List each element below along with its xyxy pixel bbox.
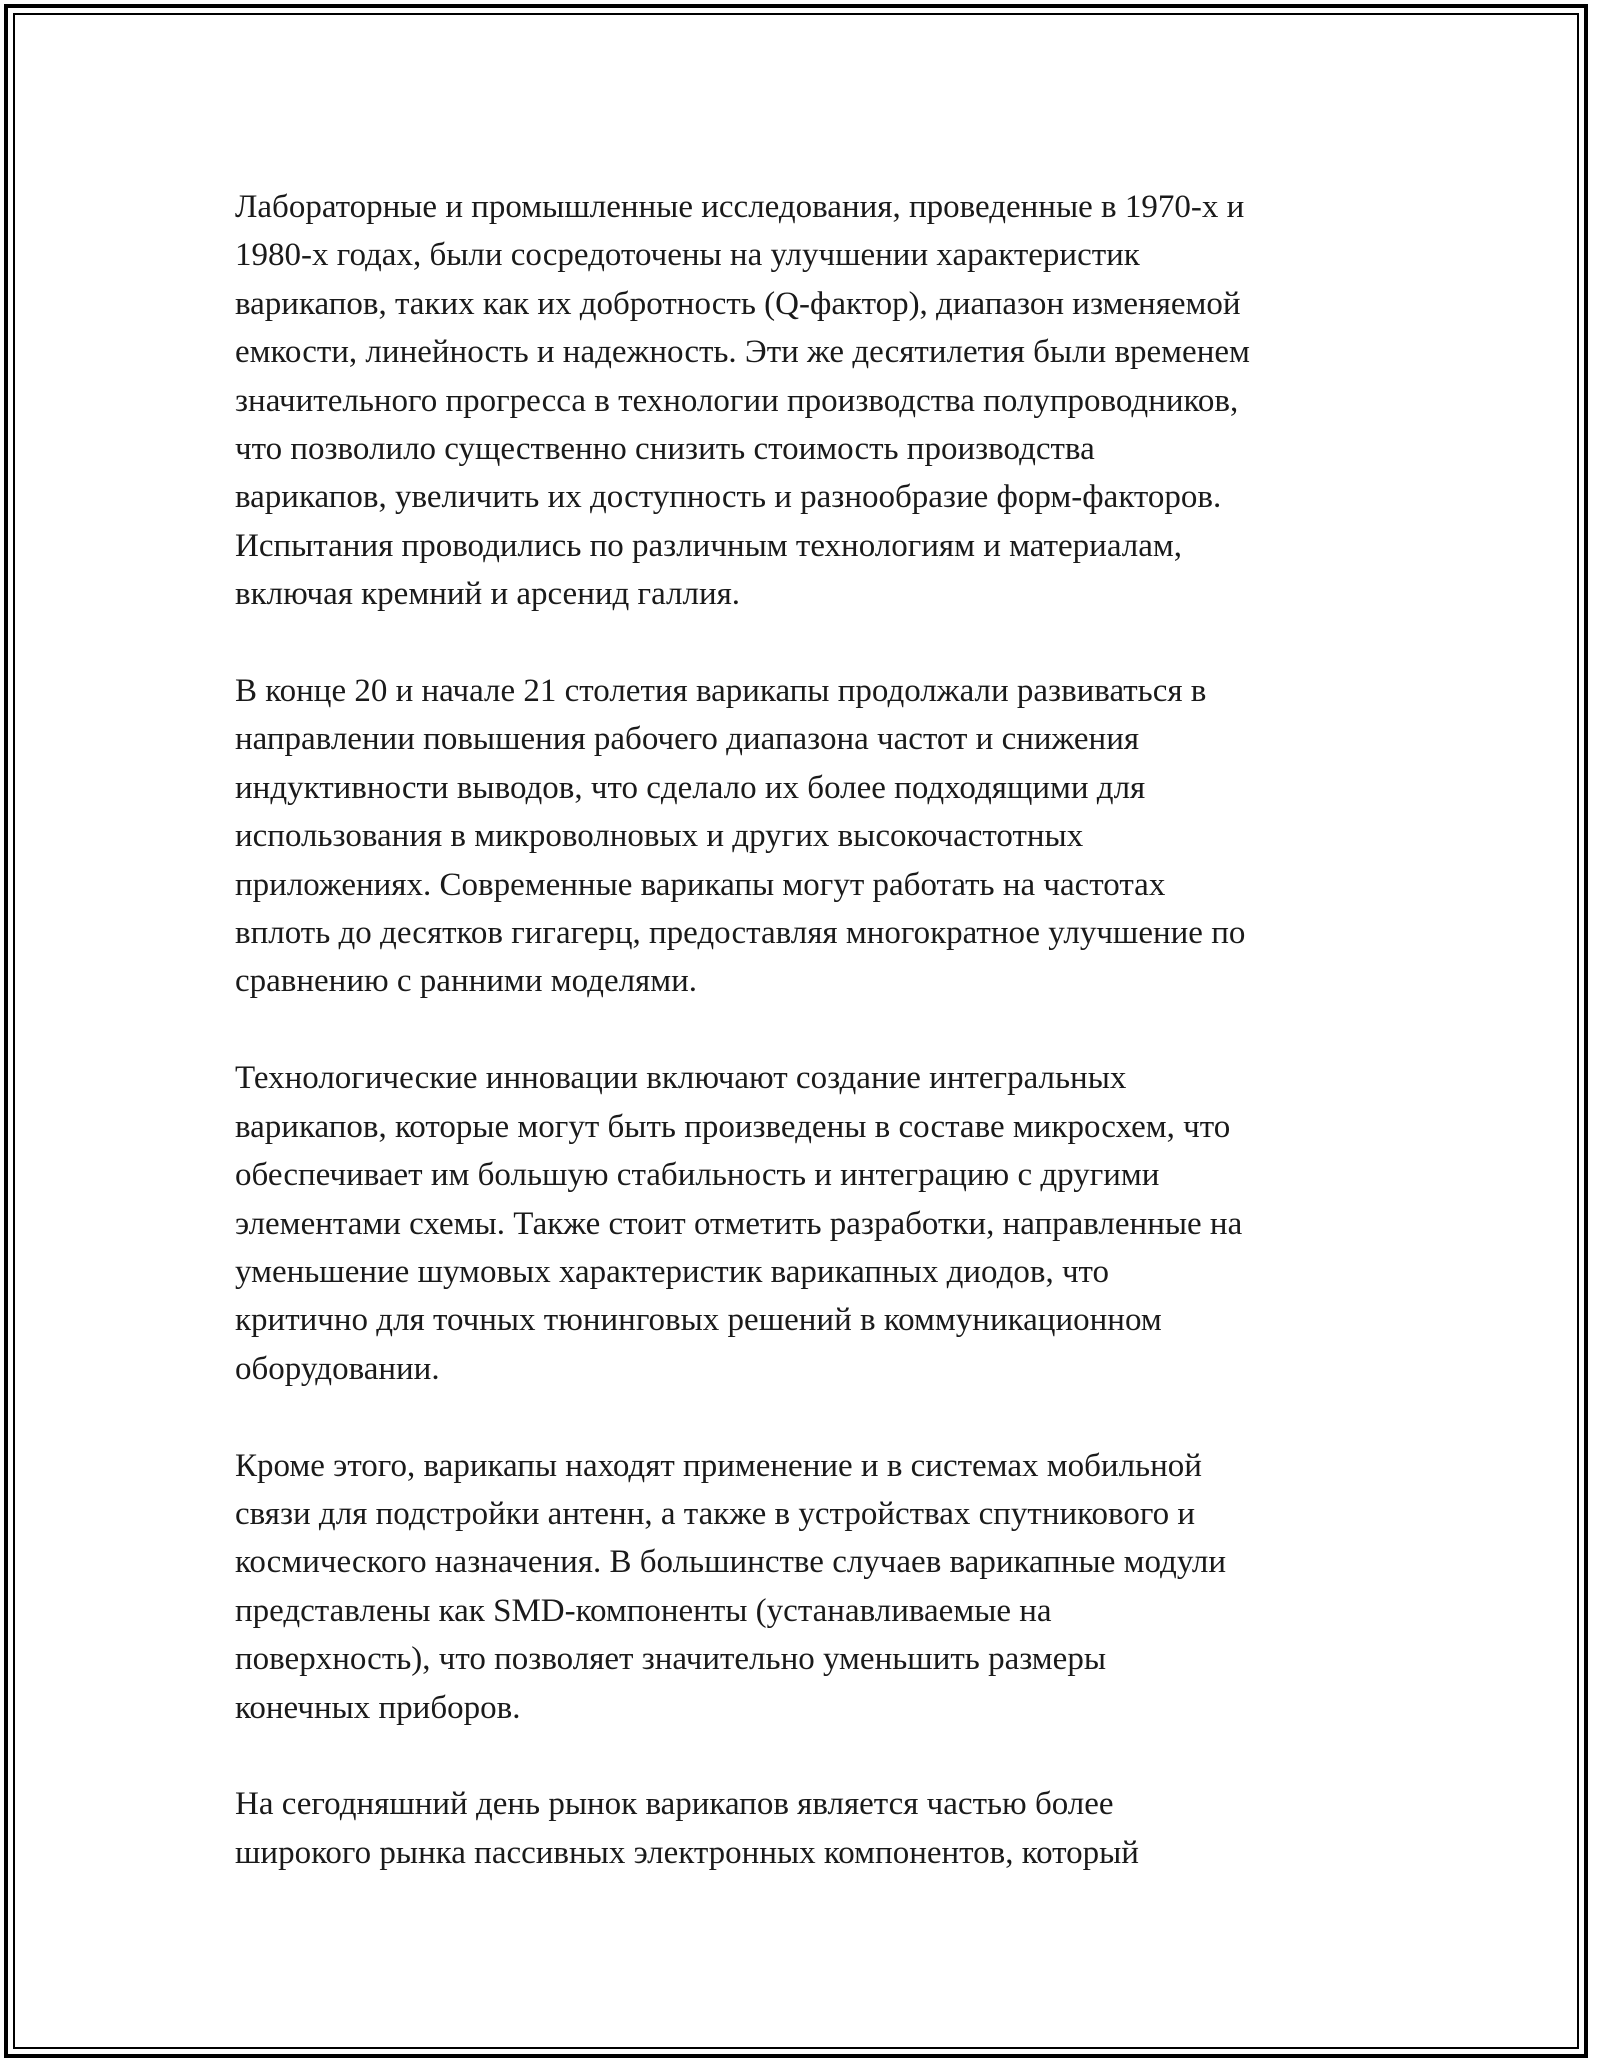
text-line: направлении повышения рабочего диапазона частот и снижения bbox=[235, 721, 1140, 758]
text-line: уменьшение шумовых характеристик варикапных диодов, что bbox=[235, 1253, 1110, 1290]
text-line: космического назначения. В большинстве случаев варикапные модули bbox=[235, 1544, 1227, 1581]
paragraph-3 bbox=[235, 1054, 1370, 1393]
text-line: поверхность), что позволяет значительно уменьшить размеры bbox=[235, 1641, 1106, 1678]
text-line: включая кремний и арсенид галлия. bbox=[235, 576, 741, 613]
text-line: что позволило существенно снизить стоимость производства bbox=[235, 431, 1095, 468]
text-line: индуктивности выводов, что сделало их более подходящими для bbox=[235, 769, 1146, 806]
text-line: емкости, линейность и надежность. Эти же десятилетия были временем bbox=[235, 334, 1250, 371]
text-line: приложениях. Современные варикапы могут работать на частотах bbox=[235, 866, 1166, 903]
text-line: сравнению с ранними моделями. bbox=[235, 963, 698, 1000]
text-line: представлены как SMD-компоненты (устанавливаемые на bbox=[235, 1592, 1052, 1629]
paragraph-5 bbox=[235, 1780, 1370, 1877]
text-line: широкого рынка пассивных электронных компонентов, который bbox=[235, 1834, 1139, 1871]
text-line: элементами схемы. Также стоит отметить разработки, направленные на bbox=[235, 1205, 1243, 1242]
text-line: связи для подстройки антенн, а также в устройствах спутникового и bbox=[235, 1495, 1195, 1532]
paragraph-4 bbox=[235, 1442, 1370, 1732]
text-line: использования в микроволновых и других высокочастотных bbox=[235, 818, 1084, 855]
paragraph-1 bbox=[235, 183, 1370, 619]
text-line: варикапов, которые могут быть произведены в составе микросхем, что bbox=[235, 1108, 1231, 1145]
text-line: оборудовании. bbox=[235, 1350, 440, 1387]
text-line: На сегодняшний день рынок варикапов является частью более bbox=[235, 1786, 1114, 1823]
text-line: варикапов, увеличить их доступность и разнообразие форм-факторов. bbox=[235, 479, 1222, 516]
text-line: обеспечивает им большую стабильность и интеграцию с другими bbox=[235, 1157, 1160, 1194]
text-line: критично для точных тюнинговых решений в коммуникационном bbox=[235, 1302, 1162, 1339]
text-line: Технологические инновации включают создание интегральных bbox=[235, 1060, 1127, 1097]
text-line: Испытания проводились по различным технологиям и материалам, bbox=[235, 527, 1183, 564]
text-line: значительного прогресса в технологии производства полупроводников, bbox=[235, 382, 1239, 419]
text-line: варикапов, таких как их добротность (Q-фактор), диапазон изменяемой bbox=[235, 285, 1241, 322]
text-line: Кроме этого, варикапы находят применение и в системах мобильной bbox=[235, 1447, 1202, 1484]
text-line: 1980-х годах, были сосредоточены на улучшении характеристик bbox=[235, 237, 1140, 274]
paragraph-2 bbox=[235, 667, 1370, 1006]
document-body bbox=[235, 183, 1370, 1926]
text-line: В конце 20 и начале 21 столетия варикапы продолжали развиваться в bbox=[235, 673, 1207, 710]
text-line: конечных приборов. bbox=[235, 1689, 521, 1726]
text-line: Лабораторные и промышленные исследования, проведенные в 1970-х и bbox=[235, 189, 1245, 225]
text-line: вплоть до десятков гигагерц, предоставляя многократное улучшение по bbox=[235, 915, 1246, 952]
